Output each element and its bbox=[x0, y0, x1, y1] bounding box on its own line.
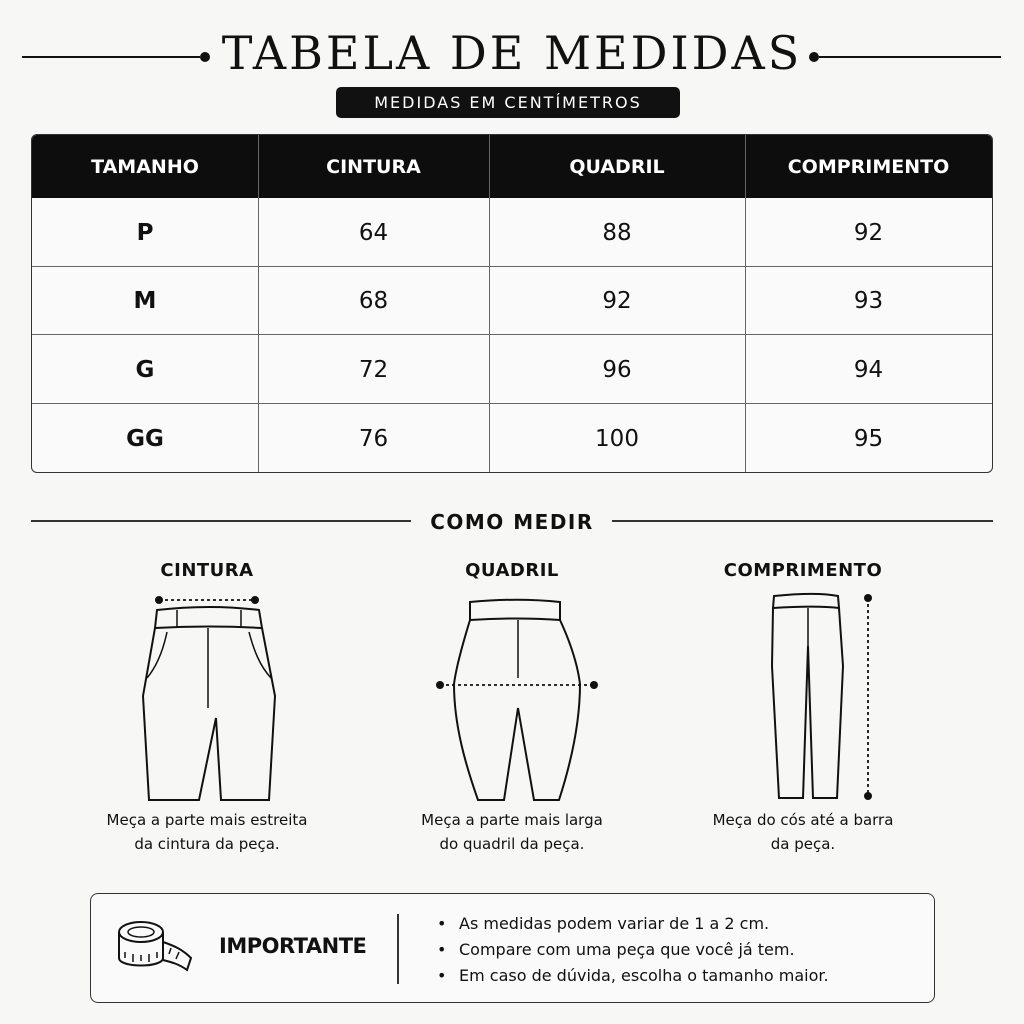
important-box bbox=[90, 893, 935, 1003]
table-cell-cintura: 68 bbox=[358, 287, 389, 314]
table-cell-comprimento: 95 bbox=[853, 425, 884, 452]
table-cell-size: M bbox=[133, 287, 157, 314]
table-cell-cintura: 72 bbox=[358, 356, 389, 383]
guide-quadril bbox=[352, 556, 672, 856]
table-cell-quadril: 88 bbox=[602, 219, 632, 246]
section-title: COMO MEDIR bbox=[430, 510, 594, 534]
header-comprimento: COMPRIMENTO bbox=[787, 155, 950, 178]
table-cell-quadril: 100 bbox=[595, 425, 639, 452]
table-cell-comprimento: 93 bbox=[853, 287, 884, 314]
table-cell-quadril: 96 bbox=[602, 356, 632, 383]
table-cell-size: GG bbox=[126, 425, 164, 452]
header-cintura: CINTURA bbox=[326, 155, 421, 178]
note-item: • Compare com uma peça que você já tem. bbox=[435, 937, 829, 963]
guide-description bbox=[643, 808, 963, 856]
important-notes bbox=[435, 911, 829, 989]
section-right-rule bbox=[612, 520, 993, 522]
size-table bbox=[31, 134, 993, 473]
units-badge: MEDIDAS EM CENTÍMETROS bbox=[336, 87, 680, 118]
pants-waist-icon bbox=[117, 586, 297, 802]
title-right-rule bbox=[819, 56, 1001, 58]
guide-title: QUADRIL bbox=[465, 560, 559, 581]
guide-description bbox=[47, 808, 367, 856]
table-cell-size: P bbox=[136, 219, 154, 246]
guide-description bbox=[352, 808, 672, 856]
guide-desc-line: Meça a parte mais larga bbox=[421, 811, 603, 829]
pants-hip-icon bbox=[422, 586, 602, 802]
guide-desc-line: do quadril da peça. bbox=[439, 835, 585, 853]
measuring-tape-icon bbox=[111, 912, 197, 984]
title-right-dot bbox=[809, 52, 819, 62]
guide-desc-line: da cintura da peça. bbox=[134, 835, 280, 853]
header-tamanho: TAMANHO bbox=[91, 155, 199, 178]
table-cell-size: G bbox=[135, 356, 155, 383]
header-quadril: QUADRIL bbox=[569, 155, 665, 178]
note-item: • Em caso de dúvida, escolha o tamanho maior. bbox=[435, 963, 829, 989]
pants-length-icon bbox=[713, 586, 893, 802]
how-to-measure-header bbox=[0, 505, 1024, 539]
table-cell-comprimento: 92 bbox=[853, 219, 884, 246]
important-label: IMPORTANTE bbox=[219, 934, 367, 958]
guide-title: COMPRIMENTO bbox=[723, 560, 883, 581]
table-cell-cintura: 64 bbox=[358, 219, 389, 246]
guide-desc-line: da peça. bbox=[770, 835, 836, 853]
table-cell-cintura: 76 bbox=[358, 425, 389, 452]
guide-title: CINTURA bbox=[160, 560, 254, 581]
table-cell-comprimento: 94 bbox=[853, 356, 884, 383]
guide-cintura bbox=[47, 556, 367, 856]
title-row bbox=[0, 22, 1024, 82]
guide-desc-line: Meça a parte mais estreita bbox=[106, 811, 308, 829]
note-item: • As medidas podem variar de 1 a 2 cm. bbox=[435, 911, 829, 937]
guide-comprimento bbox=[643, 556, 963, 856]
guide-desc-line: Meça do cós até a barra bbox=[712, 811, 894, 829]
important-divider bbox=[397, 914, 399, 984]
page-title: TABELA DE MEDIDAS bbox=[221, 26, 803, 80]
table-cell-quadril: 92 bbox=[602, 287, 632, 314]
